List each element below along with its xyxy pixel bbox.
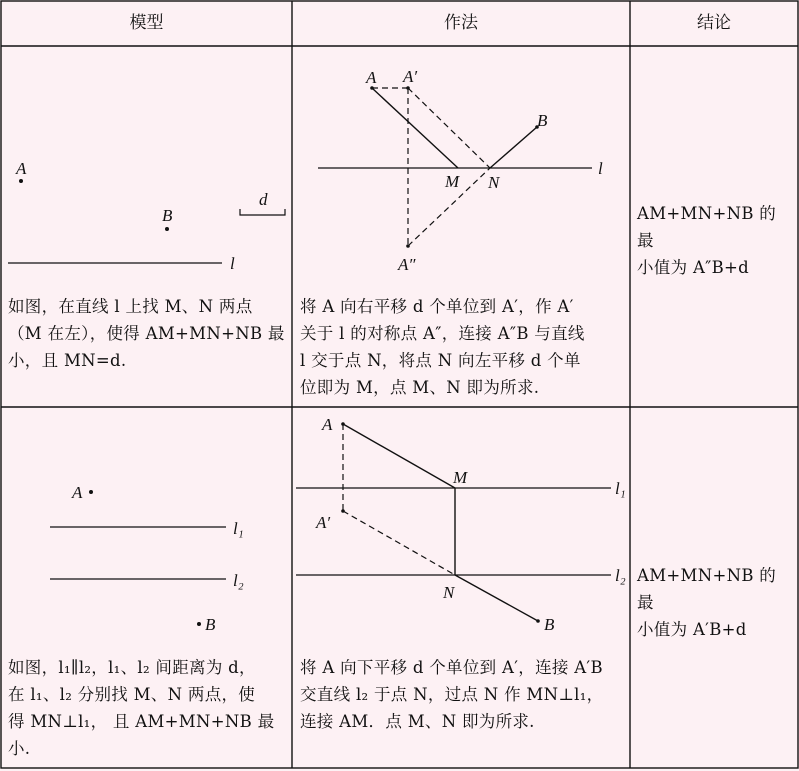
segment-NB	[455, 575, 538, 621]
label-N: N	[488, 173, 500, 192]
label-l1: l₁	[233, 519, 244, 538]
label-l2: l₂	[233, 571, 244, 590]
header-model: 模型	[129, 13, 164, 33]
distance-d-bracket	[240, 209, 285, 215]
label-A: A	[16, 159, 27, 178]
dashed-A1N	[343, 511, 455, 575]
label-B: B	[205, 615, 216, 634]
segment-AM	[372, 88, 458, 168]
dashed-A1N	[408, 88, 490, 168]
label-A: A	[366, 68, 377, 87]
label-N: N	[443, 583, 455, 602]
row1-model-description: 如图，在直线 l 上找 M、N 两点 （M 在左），使得 AM+MN+NB 最 小，且 MN=d.	[8, 297, 285, 370]
label-B: B	[537, 111, 548, 130]
row2-conclusion: AM+MN+NB 的 最 小值为 A′B+d	[637, 566, 777, 639]
label-l: l	[598, 159, 603, 178]
row1-method-description: 将 A 向右平移 d 个单位到 A′，作 A′ 关于 l 的对称点 A″，连接 A″B 与直线 l 交于点 N，将点 N 向左平移 d 个单 位即为 M，点 M、N 即为所求.	[300, 297, 585, 397]
row1-conclusion: AM+MN+NB 的 最 小值为 A″B+d	[637, 204, 777, 277]
point-B	[165, 227, 169, 231]
label-B: B	[162, 206, 173, 225]
label-A2: A″	[398, 255, 416, 274]
row2-model-description: 如图，l₁∥l₂，l₁、l₂ 间距离为 d， 在 l₁、l₂ 分别找 M、N 两点，使 得 MN⊥l₁， 且 AM+MN+NB 最 小.	[8, 658, 275, 758]
label-B: B	[544, 615, 555, 634]
row2-method-description: 将 A 向下平移 d 个单位到 A′，连接 A′B 交直线 l₂ 于点 N，过点 N 作 MN⊥l₁， 连接 AM．点 M、N 即为所求.	[300, 658, 604, 731]
row2-method-figure	[296, 415, 626, 634]
label-l: l	[230, 254, 235, 273]
point-A	[19, 179, 23, 183]
label-l1: l₁	[615, 479, 626, 498]
header-conclusion: 结论	[697, 13, 731, 33]
point-A	[89, 490, 93, 494]
label-M: M	[445, 172, 460, 191]
row2-model-figure	[50, 483, 244, 634]
label-A: A	[72, 483, 83, 502]
label-M: M	[453, 468, 468, 487]
segment-AM	[343, 424, 455, 488]
label-l2: l₂	[615, 566, 626, 585]
row1-method-figure	[318, 67, 603, 274]
label-A: A	[322, 415, 333, 434]
label-A1: A′	[403, 67, 418, 86]
point-B	[197, 622, 201, 626]
label-A1: A′	[316, 513, 331, 532]
segment-NB	[490, 127, 537, 168]
header-method: 作法	[444, 13, 478, 33]
label-d: d	[259, 190, 268, 209]
row1-model-figure	[8, 159, 285, 273]
